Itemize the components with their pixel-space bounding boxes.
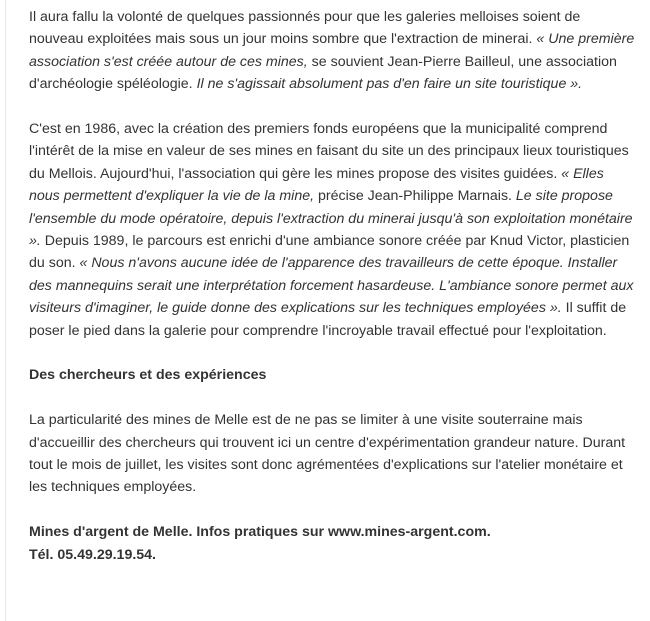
paragraph-1 bbox=[29, 6, 635, 96]
footer-line-1: Mines d'argent de Melle. Infos pratiques sur www.mines-argent.com. bbox=[29, 524, 491, 541]
p1-text-2: se souvient Jean-Pierre Bailleul, une association d'archéologie spéléologie. bbox=[29, 53, 617, 93]
p2-text-2: précise Jean-Philippe Marnais. bbox=[314, 188, 516, 205]
p2-quote-4: ». bbox=[549, 300, 562, 317]
p2-quote-1: « Elles nous permettent d'expliquer la vie de la mine, bbox=[29, 165, 604, 205]
p1-quote-1: « Une première association s'est créée autour de ces mines, bbox=[29, 31, 635, 70]
section-heading: Des chercheurs et des expériences bbox=[29, 367, 267, 384]
p2-text-3: Depuis 1989, le parcours est enrichi d'une ambiance sonore créée par Knud Victor, plasticien du son. bbox=[29, 233, 630, 272]
paragraph-2 bbox=[29, 118, 635, 342]
p2-text-5: Il suffit de poser le pied dans la galerie pour comprendre l'incroyable travail effectué pour l'exploitation. bbox=[29, 300, 627, 339]
footer-line-2: Tél. 05.49.29.19.54. bbox=[29, 546, 156, 563]
p2-text-1: C'est en 1986, avec la création des premiers fonds européens que la municipalité comprend l'intérêt de la mise en valeur de ses mines en faisant du site un des principaux lieux touristiques du Mellois. Aujourd'hui, l'association qui gère les mines propose des visites guidées. bbox=[29, 121, 629, 182]
left-border-rule bbox=[5, 0, 6, 621]
p2-text-4: le guide donne des explications sur les techniques employées bbox=[153, 300, 550, 317]
article-body bbox=[29, 6, 635, 566]
footer-info bbox=[29, 521, 635, 566]
paragraph-3: La particularité des mines de Melle est de ne pas se limiter à une visite souterraine mais d'accueillir des chercheurs qui trouvent ici un centre d'expérimentation grandeur nature. Durant tout le mois de juillet, les visites sont donc agrémentées d'explications sur l'atelier monétaire et les techniques employées. bbox=[29, 412, 626, 496]
p1-text-1: Il aura fallu la volonté de quelques passionnés pour que les galeries melloises soient de nouveau exploitées mais sous un jour moins sombre que l'extraction de minerai. bbox=[29, 9, 581, 48]
p2-quote-2: Le site propose l'ensemble du mode opératoire, depuis l'extraction du minerai jusqu'à son exploitation monétaire ». bbox=[29, 188, 633, 250]
p2-quote-3: « Nous n'avons aucune idée de l'apparence des travailleurs de cette époque. Installer des mannequins serait une interprétation forcement hasardeuse. L'ambiance sonore permet aux visiteurs d'imaginer, bbox=[29, 255, 634, 317]
p1-quote-2: Il ne s'agissait absolument pas d'en faire un site touristique ». bbox=[196, 76, 583, 93]
